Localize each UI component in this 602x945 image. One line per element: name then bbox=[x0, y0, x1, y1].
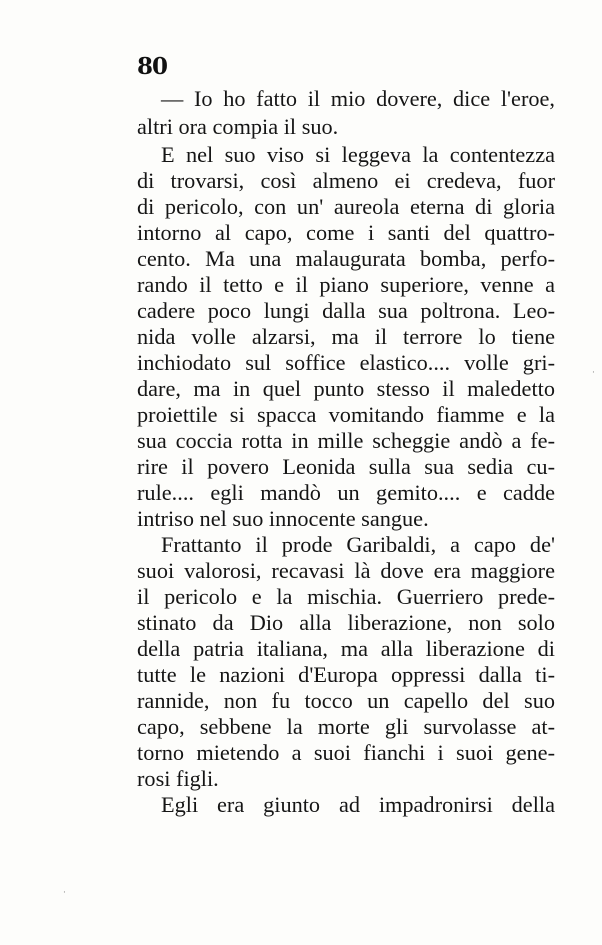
text-line: sua coccia rotta in mille scheggie andò a fe- bbox=[137, 428, 555, 453]
text-line: E nel suo viso si leggeva la contentezza bbox=[161, 142, 555, 167]
text-line: rosi figli. bbox=[137, 766, 219, 791]
text-line: proiettile si spacca vomitando fiamme e la bbox=[137, 402, 555, 427]
text-line: nida volle alzarsi, ma il terrore lo tiene bbox=[137, 324, 555, 349]
text-line: rule.... egli mandò un gemito.... e cadde bbox=[137, 480, 555, 505]
text-line: capo, sebbene la morte gli survolasse at- bbox=[137, 714, 555, 739]
text-line: cadere poco lungi dalla sua poltrona. Leo- bbox=[137, 298, 555, 323]
text-line: stinato da Dio alla liberazione, non solo bbox=[137, 610, 555, 635]
text-line: il pericolo e la mischia. Guerriero prede- bbox=[137, 584, 555, 609]
text-line: intorno al capo, come i santi del quattro- bbox=[137, 220, 555, 245]
text-line: intriso nel suo innocente sangue. bbox=[137, 506, 429, 531]
text-line: rire il povero Leonida sulla sua sedia cu- bbox=[137, 454, 555, 479]
text-line: della patria italiana, ma alla liberazione di bbox=[137, 636, 555, 661]
text-line: altri ora compia il suo. bbox=[137, 114, 339, 139]
text-line: di pericolo, con un' aureola eterna di gloria bbox=[137, 194, 555, 219]
text-line: — Io ho fatto il mio dovere, dice l'eroe, bbox=[161, 86, 555, 111]
print-speck: · bbox=[592, 368, 595, 378]
text-line: dare, ma in quel punto stesso il maledetto bbox=[137, 376, 555, 401]
text-line: Frattanto il prode Garibaldi, a capo de' bbox=[161, 532, 555, 557]
text-line: di trovarsi, così almeno ei credeva, fuor bbox=[137, 168, 555, 193]
page-number: 80 bbox=[137, 53, 168, 80]
text-line: rando il tetto e il piano superiore, venne a bbox=[137, 272, 555, 297]
text-line: cento. Ma una malaugurata bomba, perfo- bbox=[137, 246, 555, 271]
text-line: rannide, non fu tocco un capello del suo bbox=[137, 688, 555, 713]
text-line: torno mietendo a suoi fianchi i suoi gene- bbox=[137, 740, 555, 765]
text-line: Egli era giunto ad impadronirsi della bbox=[161, 792, 555, 817]
text-line: inchiodato sul soffice elastico.... volle gri- bbox=[137, 350, 555, 375]
text-line: suoi valorosi, recavasi là dove era maggiore bbox=[137, 558, 555, 583]
print-speck: · bbox=[63, 888, 66, 898]
text-line: tutte le nazioni d'Europa oppressi dalla ti- bbox=[137, 662, 555, 687]
